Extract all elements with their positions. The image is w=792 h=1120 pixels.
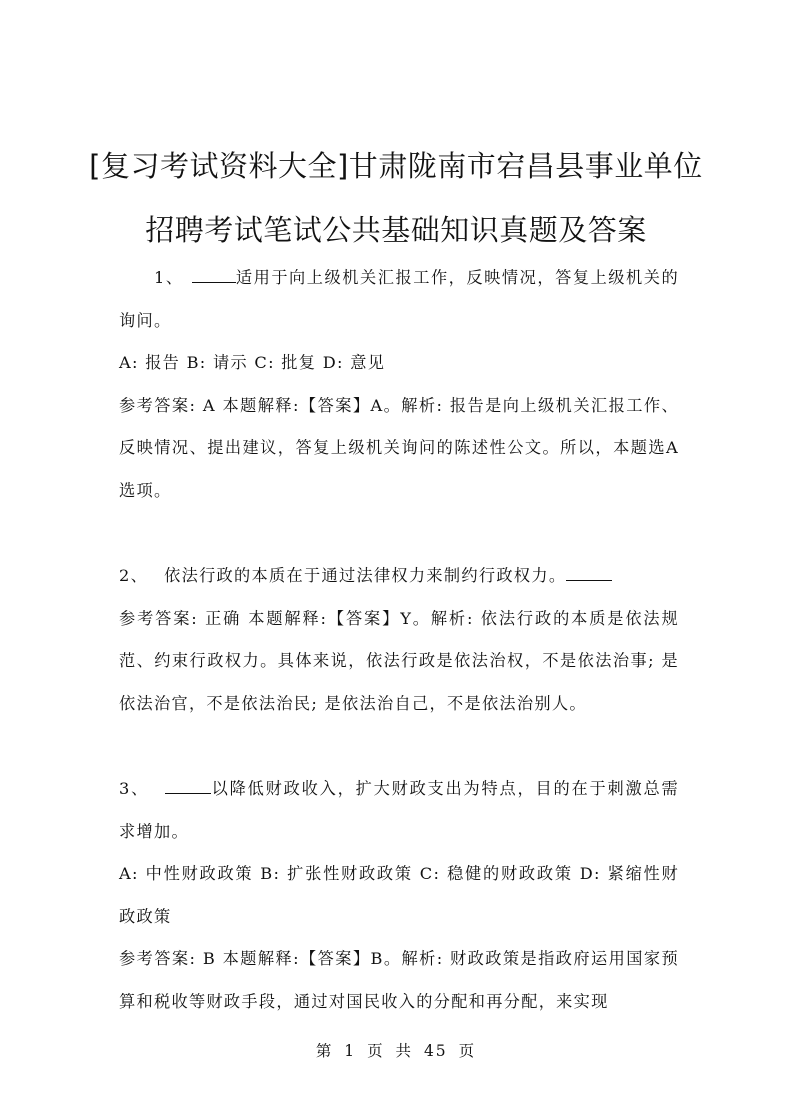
- question-3-number: 3、: [119, 779, 150, 798]
- answer-blank: [192, 268, 236, 283]
- question-1-options: A: 报告 B: 请示 C: 批复 D: 意见: [119, 353, 386, 372]
- question-3-options: A: 中性财政政策 B: 扩张性财政政策 C: 稳健的财政政策 D: 紧缩性财政政策: [119, 864, 679, 926]
- question-2-answer: 参考答案: 正确 本题解释:【答案】Y。解析: 依法行政的本质是依法规范、约束行政权力。具体来说，依法行政是依法治权，不是依法治事; 是依法治官，不是依法治民; 是依法治自己，不是依法治别人。: [119, 608, 679, 713]
- question-1-number: 1、: [154, 268, 184, 287]
- question-1-stem: [119, 257, 679, 342]
- spacer: [119, 512, 679, 555]
- answer-blank: [566, 566, 612, 581]
- question-3-stem: [119, 768, 679, 853]
- question-2-number: 2、: [119, 566, 149, 585]
- question-2-stem: [119, 555, 679, 598]
- question-2-text: 依法行政的本质在于通过法律权力来制约行政权力。: [164, 566, 567, 585]
- page-footer: 第 1 页 共 45 页: [315, 1042, 477, 1060]
- spacer: [119, 725, 679, 768]
- question-1-answer: 参考答案: A 本题解释:【答案】A。解析: 报告是向上级机关汇报工作、反映情况、提出建议，答复上级机关询问的陈述性公文。所以，本题选A选项。: [119, 395, 679, 500]
- document-title-line-2: 招聘考试笔试公共基础知识真题及答案: [145, 213, 647, 247]
- answer-blank: [165, 779, 211, 794]
- question-3-answer: 参考答案: B 本题解释:【答案】B。解析: 财政政策是指政府运用国家预算和税收等财政手段，通过对国民收入的分配和再分配，来实现: [119, 949, 679, 1011]
- document-title-line-1: [复习考试资料大全]甘肃陇南市宕昌县事业单位: [89, 149, 703, 183]
- question-3-text: 以降低财政收入，扩大财政支出为特点，目的在于刺激总需求增加。: [119, 779, 679, 841]
- question-1-text: 适用于向上级机关汇报工作，反映情况，答复上级机关的询问。: [119, 268, 680, 330]
- document-body: [119, 257, 679, 1023]
